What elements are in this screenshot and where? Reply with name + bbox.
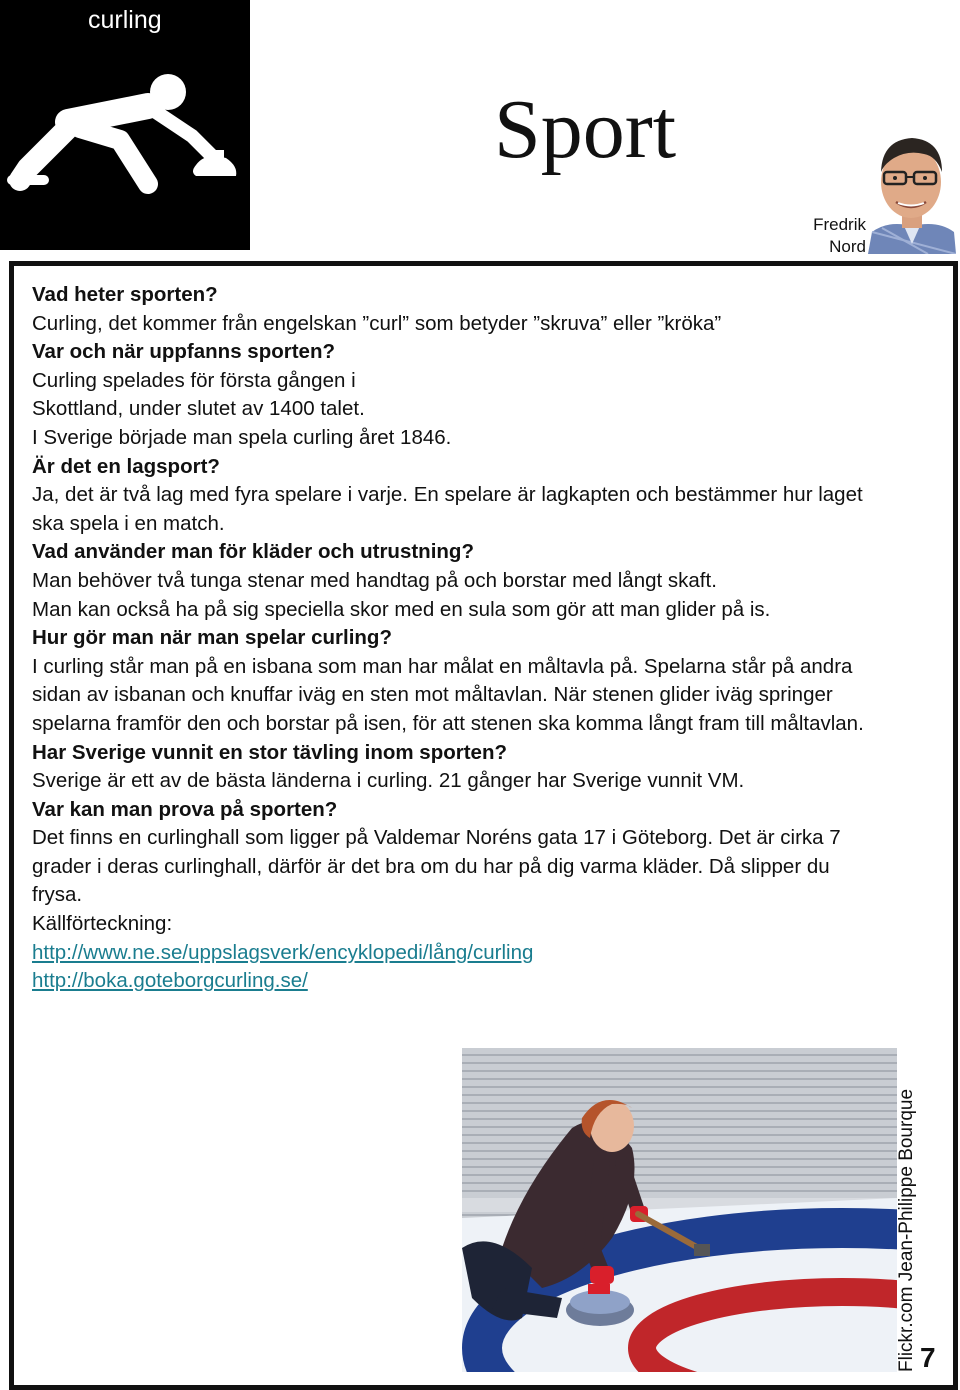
author-first-name: Fredrik bbox=[813, 215, 866, 234]
curling-player-icon bbox=[0, 0, 250, 250]
answer-origin-line-2: Skottland, under slutet av 1400 talet. bbox=[32, 397, 365, 421]
answer-origin-line-1: Curling spelades för första gången i bbox=[32, 368, 356, 392]
author-last-name: Nord bbox=[829, 237, 866, 256]
page-title: Sport bbox=[494, 83, 677, 176]
answer-sweden-wins: Sverige är ett av de bästa länderna i curling. 21 gånger har Sverige vunnit VM. bbox=[32, 769, 745, 793]
sources-label: Källförteckning: bbox=[32, 912, 173, 936]
pictogram-label: curling bbox=[88, 6, 162, 34]
question-where-to-try: Var kan man prova på sporten? bbox=[32, 797, 338, 821]
answer-equipment-line-2: Man kan också ha på sig speciella skor med en sula som gör att man glider på is. bbox=[32, 597, 771, 621]
source-link-goteborgcurling[interactable]: http://boka.goteborgcurling.se/ bbox=[32, 969, 308, 993]
question-team-sport: Är det en lagsport? bbox=[32, 454, 220, 478]
author-name bbox=[780, 214, 866, 258]
answer-sport-name: Curling, det kommer från engelskan ”curl” som betyder ”skruva” eller ”kröka” bbox=[32, 311, 722, 335]
curling-pictogram bbox=[0, 0, 250, 250]
answer-where-to-try: Det finns en curlinghall som ligger på Valdemar Noréns gata 17 i Göteborg. Det är cirka 7 grader i deras curlinghall, därför är det bra om du har på dig varma kläder. Då slipper du frysa. bbox=[32, 826, 841, 907]
answer-origin-line-3: I Sverige började man spela curling året 1846. bbox=[32, 425, 452, 449]
source-link-ne[interactable]: http://www.ne.se/uppslagsverk/encyklopedi/lång/curling bbox=[32, 940, 534, 964]
question-how-to-play: Hur gör man när man spelar curling? bbox=[32, 626, 392, 650]
author-portrait bbox=[868, 128, 956, 254]
answer-how-to-play: I curling står man på en isbana som man har målat en måltavla på. Spelarna står på andra sidan av isbanan och knuffar iväg en sten mot måltavlan. När stenen glider iväg springer spelarna framför den och borstar på isen, för att stenen ska komma långt fram till måltavlan. bbox=[32, 654, 864, 735]
question-equipment: Vad använder man för kläder och utrustning? bbox=[32, 540, 474, 564]
article-body bbox=[32, 281, 882, 996]
answer-equipment-line-1: Man behöver två tunga stenar med handtag på och borstar med långt skaft. bbox=[32, 568, 717, 592]
photo-credit: Flickr.com Jean-Philippe Bourque bbox=[896, 1088, 917, 1372]
page-number: 7 bbox=[920, 1342, 936, 1373]
question-sport-name: Vad heter sporten? bbox=[32, 283, 218, 306]
answer-team-sport: Ja, det är två lag med fyra spelare i varje. En spelare är lagkapten och bestämmer hur laget ska spela i en match. bbox=[32, 483, 863, 535]
question-origin: Var och när uppfanns sporten? bbox=[32, 340, 335, 364]
curling-photo bbox=[462, 1048, 897, 1372]
question-sweden-wins: Har Sverige vunnit en stor tävling inom sporten? bbox=[32, 740, 507, 764]
